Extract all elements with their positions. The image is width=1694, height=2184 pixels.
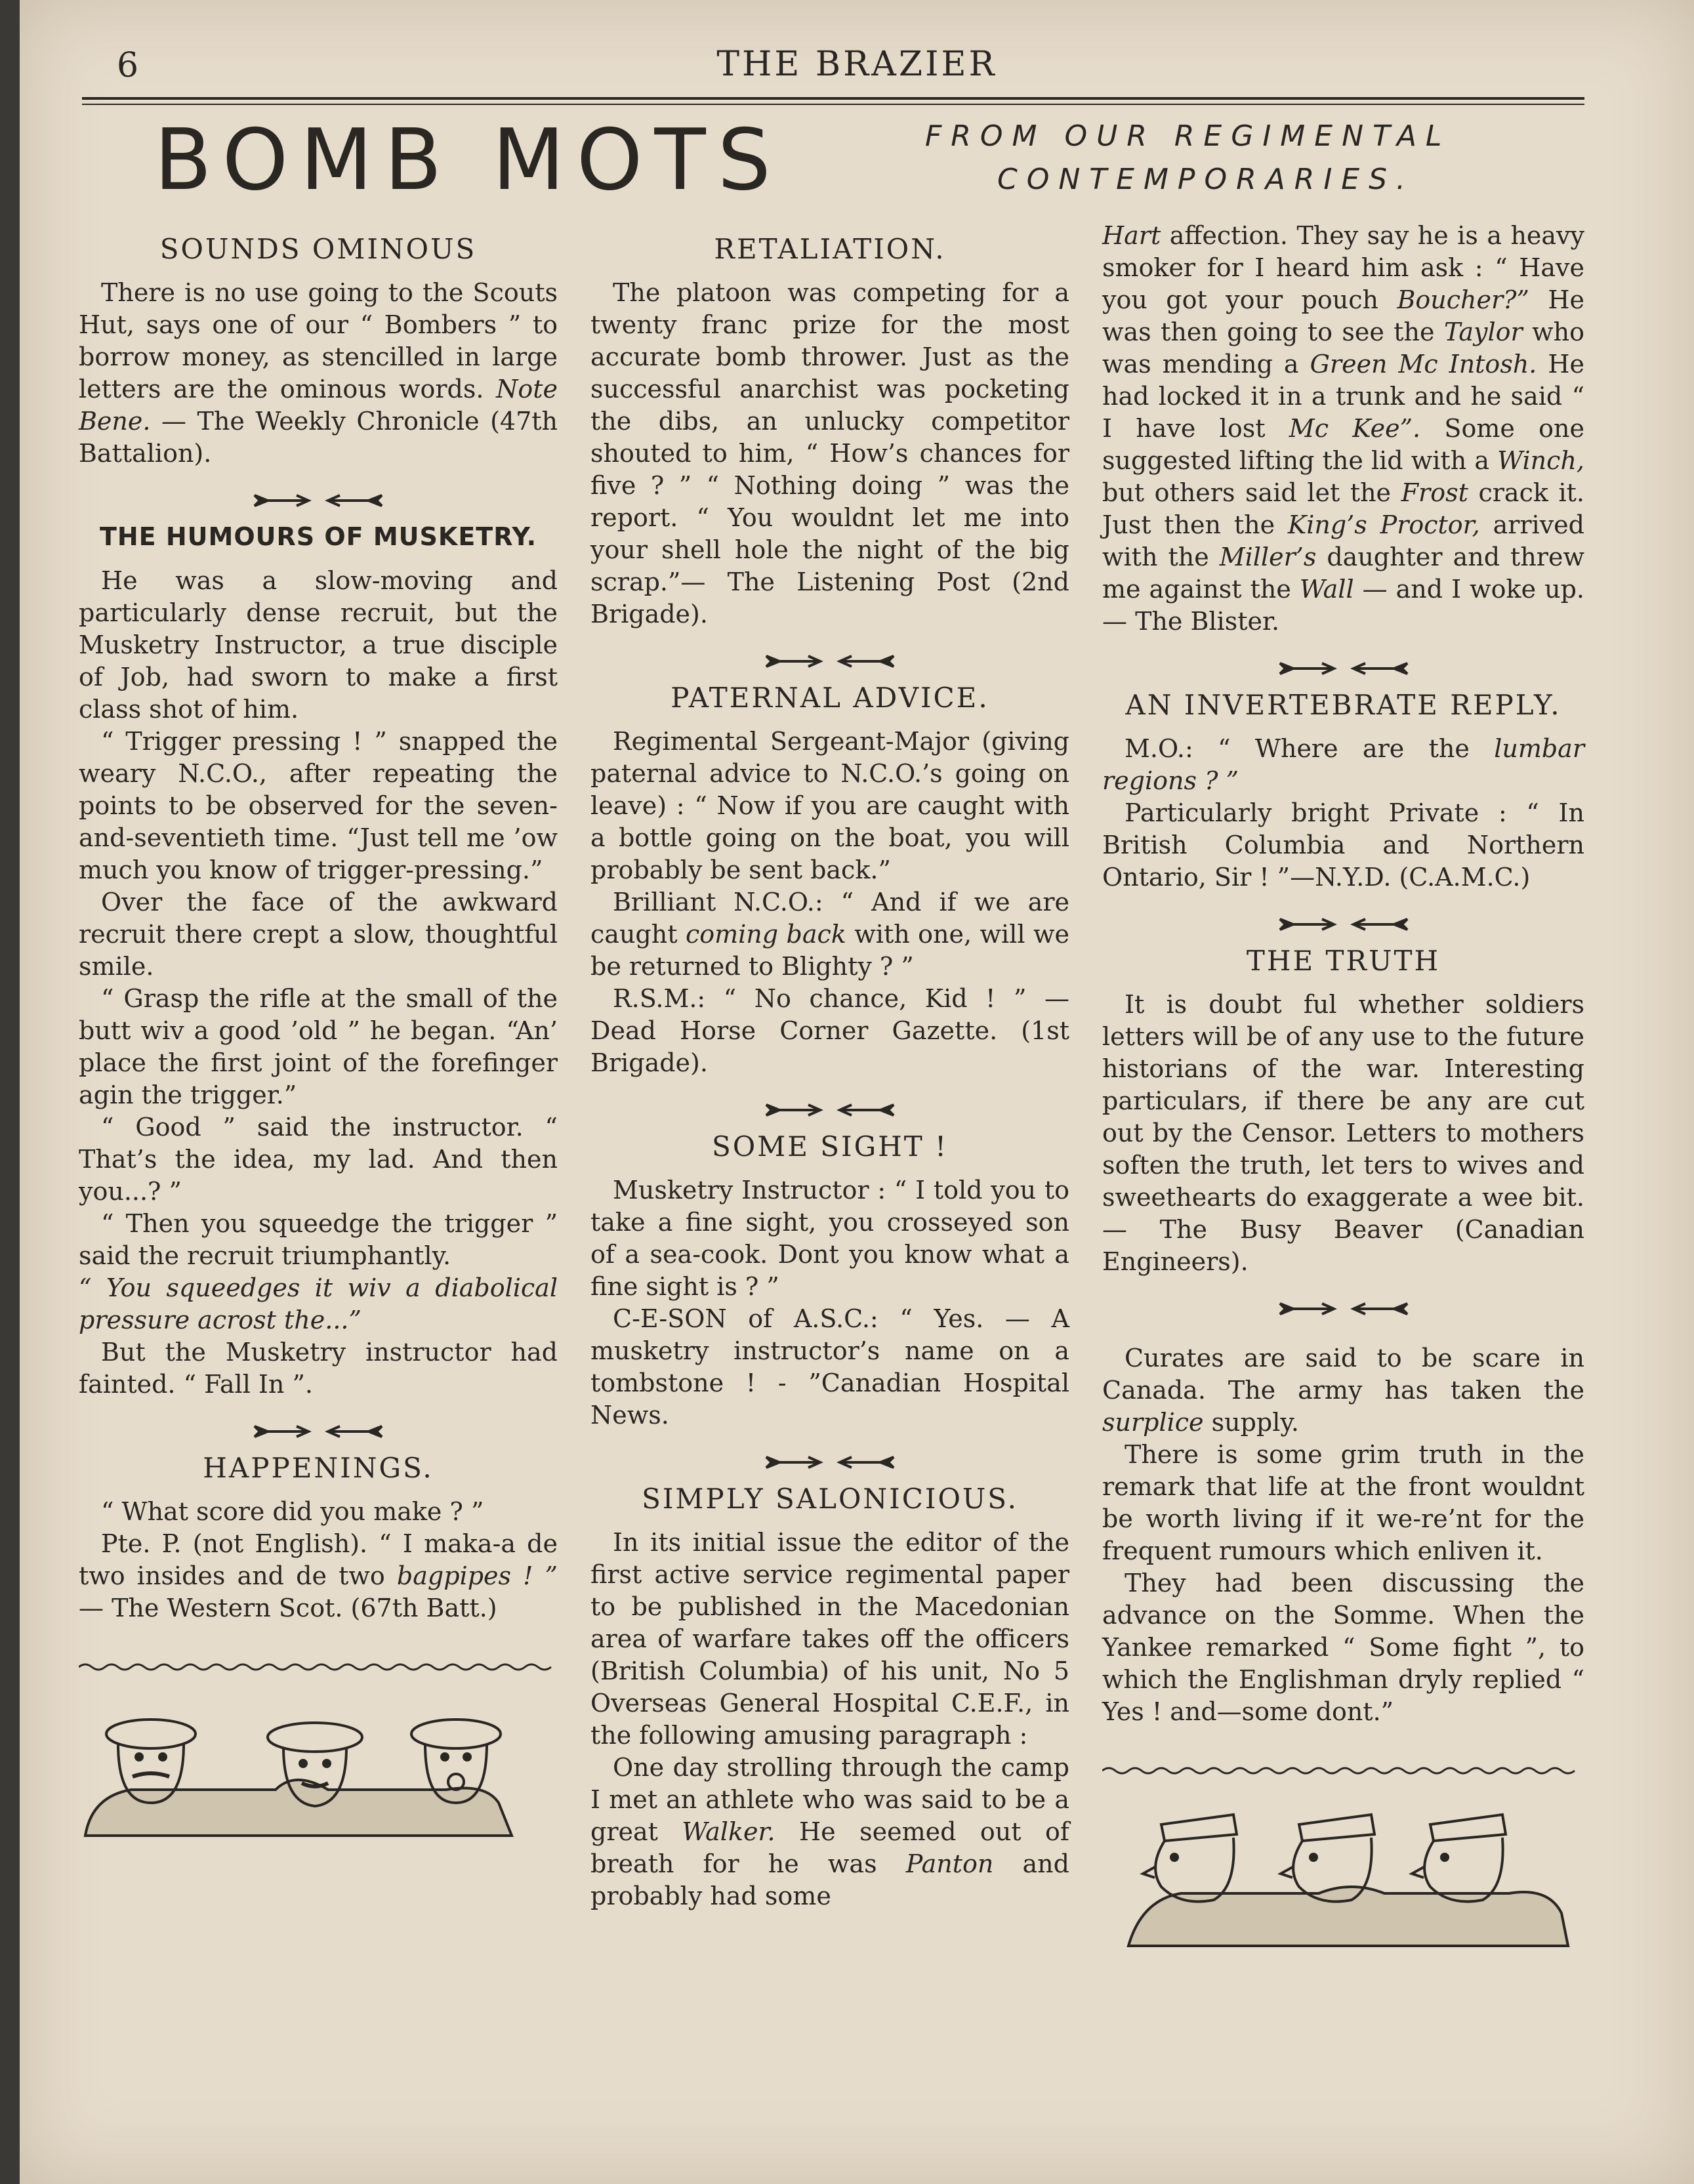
paragraph: In its initial issue the editor of the first active service regimental paper to be published in the Macedonian area of warfare takes off the officers (British Columbia) of his unit, No 5 Overseas General Hospital C.E.F., in the following amusing paragraph : <box>590 1528 1069 1750</box>
arrow-ornament-icon <box>1102 655 1584 676</box>
heading-invertebrate-reply: AN INVERTEBRATE REPLY. <box>1125 689 1561 721</box>
page-number: 6 <box>117 46 139 85</box>
wavy-rule <box>79 1648 558 1659</box>
paragraph: “ Grasp the rifle at the small of the butt wiv a good ’old ” he began. “An’ place the first joint of the forefinger agin the trigger.” <box>79 984 558 1109</box>
paragraph: Pte. P. (not English). “ I maka-a de two insides and de two bagpipes ! ” — The Western Scot. (67th Batt.) <box>79 1529 558 1622</box>
arrow-ornament-icon <box>590 1096 1069 1117</box>
subtitle-line-2: CONTEMPORARIES. <box>997 163 1415 196</box>
arrow-ornament-icon <box>1102 911 1584 932</box>
paragraph: There is no use going to the Scouts Hut, says one of our “ Bombers ” to borrow money, as stencilled in large letters are the ominous words. Note Bene. — The Weekly Chronicle (47th Battalion). <box>79 278 558 468</box>
paragraph: The platoon was competing for a twenty franc prize for the most accurate bomb thrower. Just as the successful anarchist was pocketing the dibs, an unlucky competitor shouted to him, “ How’s chances for five ? ” “ Nothing doing ” was the report. “ You wouldnt let me into your shell hole the night of the big scrap.”— The Listening Post (2nd Brigade). <box>590 278 1069 628</box>
paragraph: There is some grim truth in the remark that life at the front wouldnt be worth living if it we-re’nt for the frequent rumours which enliven it. <box>1102 1440 1584 1565</box>
heading-happenings: HAPPENINGS. <box>203 1452 434 1484</box>
page-header <box>20 39 1694 92</box>
section-title: BOMB MOTS <box>154 112 783 209</box>
paragraph: “ Then you squeedge the trigger ” said the recruit triumphantly. <box>79 1209 558 1270</box>
paragraph: But the Musketry instructor had fainted. “ Fall In ”. <box>79 1338 558 1399</box>
header-rule-bottom <box>82 104 1584 105</box>
header-rule-top <box>82 97 1584 100</box>
paragraph: Regimental Sergeant-Major (giving paternal advice to N.C.O.’s going on leave) : “ Now if you are caught with a bottle going on the boat, you will probably be sent back.” <box>590 727 1069 884</box>
paragraph: Over the face of the awkward recruit there crept a slow, thoughtful smile. <box>79 888 558 981</box>
paragraph: M.O.: “ Where are the lumbar regions ? ” <box>1102 734 1584 795</box>
subtitle-line-1: FROM OUR REGIMENTAL <box>925 119 1451 153</box>
heading-sounds-ominous: SOUNDS OMINOUS <box>159 233 477 265</box>
paragraph: C-E-SON of A.S.C.: “ Yes. — A musketry instructor’s name on a tombstone ! - ”Canadian Hospital News. <box>590 1304 1069 1430</box>
arrow-ornament-icon <box>79 1418 558 1439</box>
cartoon-three-soldiers-profile <box>1102 1775 1584 1952</box>
heading-retaliation: RETALIATION. <box>714 233 946 265</box>
paragraph: One day strolling through the camp I met an athlete who was said to be a great Walker. He seemed out of breath for he was Panton and probably had some <box>590 1753 1069 1910</box>
arrow-ornament-icon <box>79 487 558 508</box>
column-2 <box>590 220 1069 1912</box>
heading-paternal-advice: PATERNAL ADVICE. <box>671 682 989 714</box>
column-1 <box>79 220 558 1849</box>
paragraph: Particularly bright Private : “ In British Columbia and Northern Ontario, Sir ! ”—N.Y.D. (C.A.M.C.) <box>1102 798 1584 892</box>
arrow-ornament-icon <box>590 648 1069 669</box>
paragraph: “ What score did you make ? ” <box>101 1497 484 1526</box>
arrow-ornament-icon <box>1102 1295 1584 1316</box>
heading-some-sight: SOME SIGHT ! <box>711 1130 948 1163</box>
paragraph: It is doubt ful whether soldiers letters will be of any use to the future historians of the war. Interesting particulars, if there be any are cut out by the Censor. Letters to mothers soften the truth, let ters to wives and sweethearts do exaggerate a wee bit. — The Busy Beaver (Canadian Engineers). <box>1102 990 1584 1276</box>
column-3 <box>1102 220 1584 1952</box>
heading-humours-of-musketry: THE HUMOURS OF MUSKETRY. <box>99 522 537 551</box>
paragraph: Curates are said to be scare in Canada. The army has taken the surplice supply. <box>1102 1344 1584 1437</box>
section-subtitle <box>925 115 1568 201</box>
wavy-rule <box>1102 1752 1584 1762</box>
cartoon-three-soldiers <box>79 1672 558 1849</box>
newspaper-page <box>20 0 1694 2184</box>
paragraph: R.S.M.: “ No chance, Kid ! ” — Dead Horse Corner Gazette. (1st Brigade). <box>590 984 1069 1077</box>
paragraph: “ Trigger pressing ! ” snapped the weary N.C.O., after repeating the points to be observed for the seven-and-seventieth time. “Just tell me ’ow much you know of trigger-pressing.” <box>79 727 558 884</box>
arrow-ornament-icon <box>590 1449 1069 1470</box>
heading-simply-salonicious: SIMPLY SALONICIOUS. <box>642 1483 1018 1515</box>
paragraph: He was a slow-moving and particularly dense recruit, but the Musketry Instructor, a true disciple of Job, had sworn to make a first class shot of him. <box>79 566 558 724</box>
paragraph: “ You squeedges it wiv a diabolical pressure acrost the...” <box>79 1273 558 1334</box>
paragraph: They had been discussing the advance on the Somme. When the Yankee remarked “ Some fight ”, to which the Englishman dryly replied “ Yes ! and—some dont.” <box>1102 1569 1584 1726</box>
paragraph: Brilliant N.C.O.: “ And if we are caught coming back with one, will we be returned to Blighty ? ” <box>590 888 1069 981</box>
paragraph: “ Good ” said the instructor. “ That’s the idea, my lad. And then you...? ” <box>79 1113 558 1206</box>
heading-the-truth: THE TRUTH <box>1246 945 1441 977</box>
paragraph: Hart affection. They say he is a heavy smoker for I heard him ask : “ Have you got your pouch Boucher?” He was then going to see the Taylor who was mending a Green Mc Intosh. He had locked it in a trunk and he said “ I have lost Mc Kee”. Some one suggested lifting the lid with a Winch, but others said let the Frost crack it. Just then the King’s Proctor, arrived with the Miller’s daughter and threw me against the Wall — and I woke up. — The Blister. <box>1102 221 1584 636</box>
masthead: THE BRAZIER <box>716 45 997 84</box>
paragraph: Musketry Instructor : “ I told you to take a fine sight, you crosseyed son of a sea-cook. Dont you know what a fine sight is ? ” <box>590 1176 1069 1301</box>
